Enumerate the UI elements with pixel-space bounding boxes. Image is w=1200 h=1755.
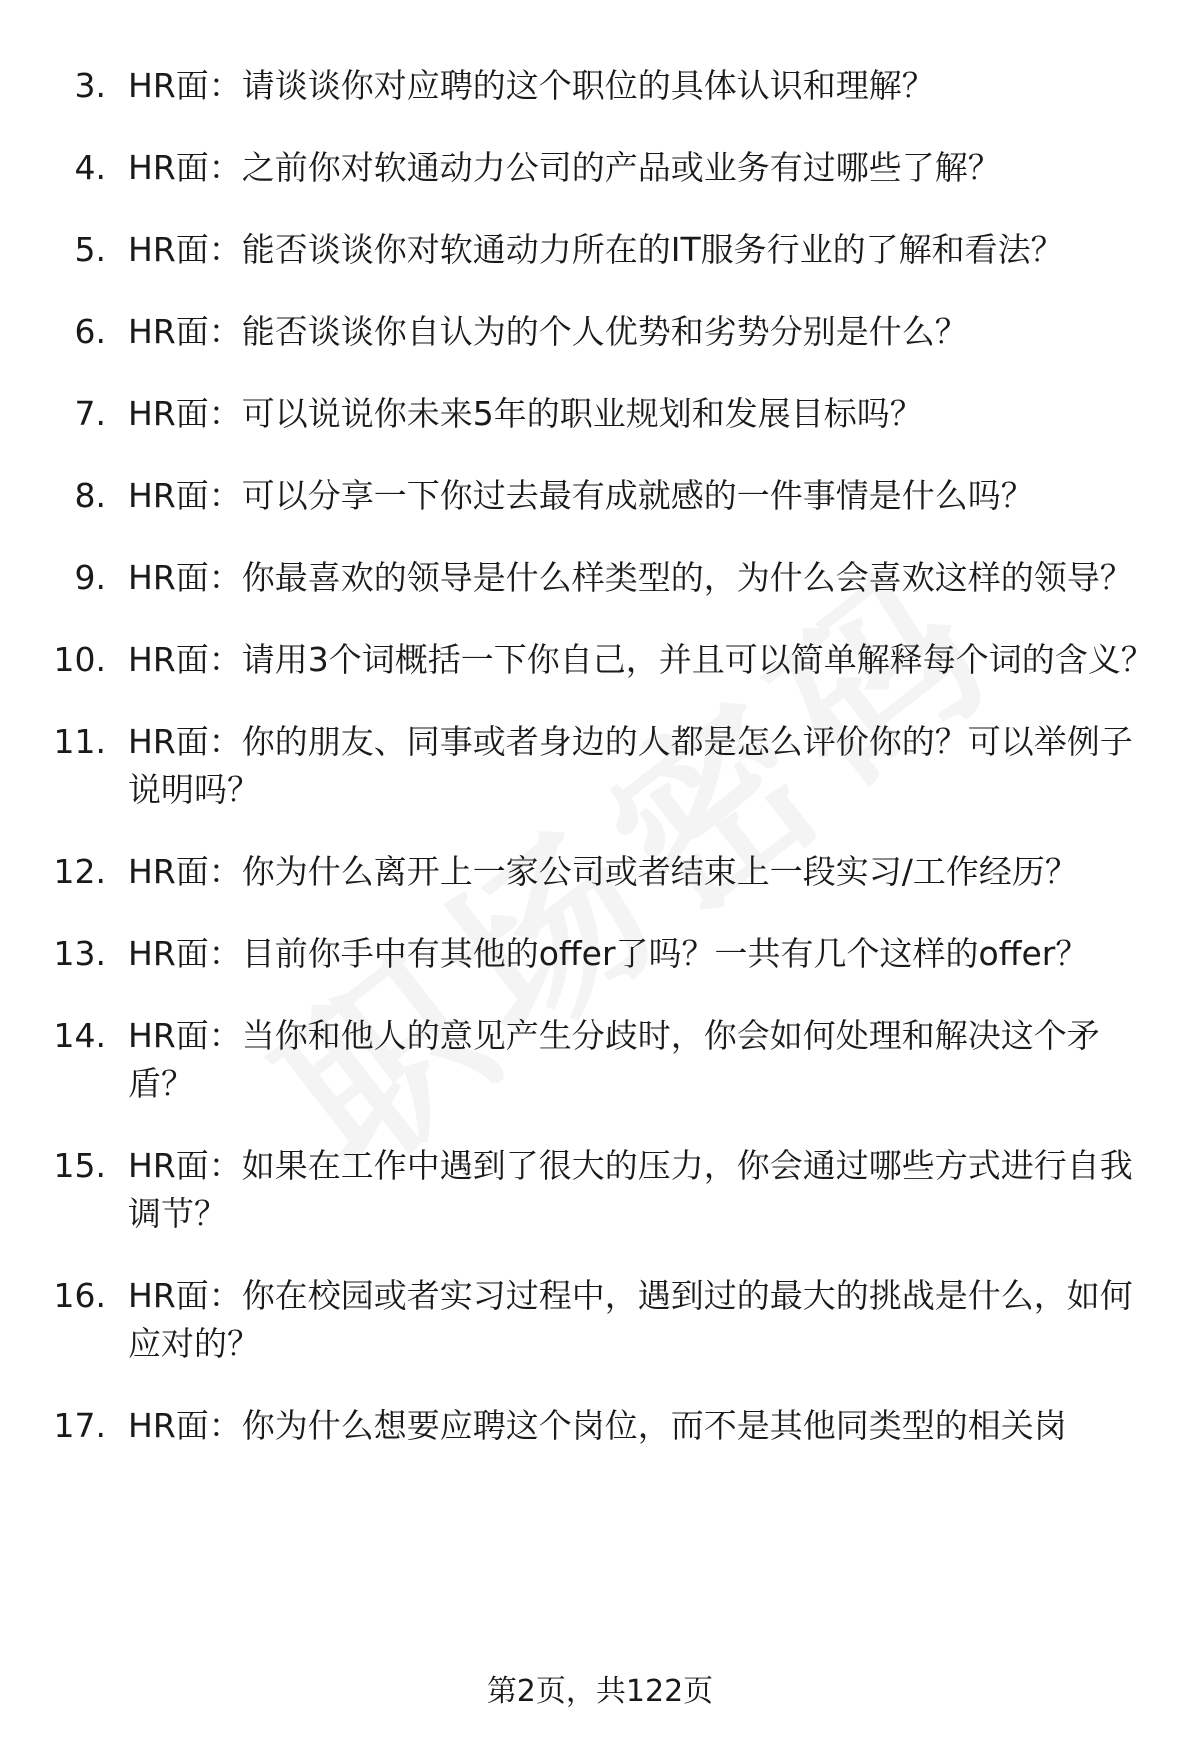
question-text: HR面：你在校园或者实习过程中，遇到过的最大的挑战是什么，如何应对的？ — [128, 1276, 1133, 1363]
question-number: 10. — [53, 640, 106, 679]
question-text: HR面：你为什么想要应聘这个岗位，而不是其他同类型的相关岗 — [128, 1406, 1067, 1445]
question-number: 16. — [53, 1276, 106, 1315]
question-number: 3. — [74, 66, 106, 105]
question-number: 6. — [74, 312, 106, 351]
question-text: HR面：请用3个词概括一下你自己，并且可以简单解释每个词的含义？ — [128, 640, 1154, 679]
list-item — [0, 144, 1200, 192]
question-number: 4. — [74, 148, 106, 187]
question-text: HR面：目前你手中有其他的offer了吗？一共有几个这样的offer？ — [128, 934, 1089, 973]
question-text: HR面：能否谈谈你自认为的个人优势和劣势分别是什么？ — [128, 312, 968, 351]
question-text: HR面：可以说说你未来5年的职业规划和发展目标吗？ — [128, 394, 923, 433]
list-item — [0, 718, 1200, 814]
question-text: HR面：你的朋友、同事或者身边的人都是怎么评价你的？可以举例子说明吗？ — [128, 722, 1133, 809]
list-item — [0, 226, 1200, 274]
question-number: 5. — [74, 230, 106, 269]
list-item — [0, 1272, 1200, 1368]
list-item — [0, 848, 1200, 896]
question-text: HR面：你最喜欢的领导是什么样类型的，为什么会喜欢这样的领导？ — [128, 558, 1133, 597]
question-text: HR面：可以分享一下你过去最有成就感的一件事情是什么吗？ — [128, 476, 1034, 515]
question-number: 17. — [53, 1406, 106, 1445]
list-item — [0, 930, 1200, 978]
question-text: HR面：能否谈谈你对软通动力所在的IT服务行业的了解和看法？ — [128, 230, 1064, 269]
list-item — [0, 62, 1200, 110]
question-text: HR面：请谈谈你对应聘的这个职位的具体认识和理解？ — [128, 66, 935, 105]
question-number: 12. — [53, 852, 106, 891]
list-item — [0, 636, 1200, 684]
question-number: 8. — [74, 476, 106, 515]
list-item — [0, 472, 1200, 520]
question-text: HR面：当你和他人的意见产生分歧时，你会如何处理和解决这个矛盾？ — [128, 1016, 1100, 1103]
question-number: 15. — [53, 1146, 106, 1185]
question-text: HR面：你为什么离开上一家公司或者结束上一段实习/工作经历？ — [128, 852, 1078, 891]
page-footer: 第2页，共122页 — [486, 1674, 714, 1709]
question-text: HR面：如果在工作中遇到了很大的压力，你会通过哪些方式进行自我调节？ — [128, 1146, 1133, 1233]
list-item — [0, 1402, 1200, 1450]
question-number: 14. — [53, 1016, 106, 1055]
list-item — [0, 390, 1200, 438]
question-number: 13. — [53, 934, 106, 973]
question-list — [0, 62, 1200, 1484]
list-item — [0, 1142, 1200, 1238]
question-number: 11. — [53, 722, 106, 761]
list-item — [0, 308, 1200, 356]
list-item — [0, 1012, 1200, 1108]
question-number: 7. — [74, 394, 106, 433]
list-item — [0, 554, 1200, 602]
question-text: HR面：之前你对软通动力公司的产品或业务有过哪些了解？ — [128, 148, 1001, 187]
question-number: 9. — [74, 558, 106, 597]
